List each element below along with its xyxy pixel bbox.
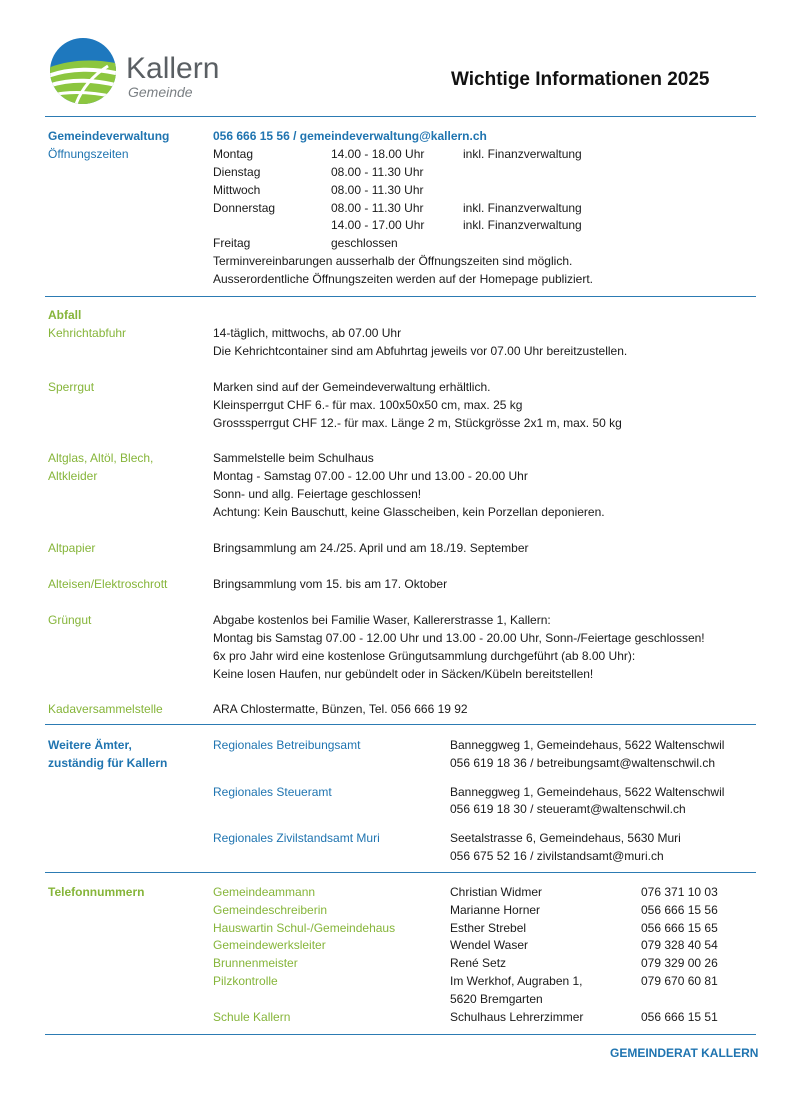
sperrgut-text: Kleinsperrgut CHF 6.- für max. 100x50x50 cm, max. 25 kg [213,398,523,412]
hours-day: Dienstag [213,165,261,179]
phone-person: Esther Strebel [450,921,527,935]
divider [45,296,756,297]
footer-signature: GEMEINDERAT KALLERN [610,1046,759,1060]
verwaltung-note: Ausserordentliche Öffnungszeiten werden auf der Homepage publiziert. [213,272,594,286]
kadaver-label: Kadaversammelstelle [48,702,163,716]
verwaltung-contact: 056 666 15 56 / gemeindeverwaltung@kallern.ch [213,129,487,143]
hours-time: 14.00 - 17.00 Uhr [331,218,425,232]
phone-role: Hauswartin Schul-/Gemeindehaus [213,921,396,935]
verwaltung-note: Terminvereinbarungen ausserhalb der Öffnungszeiten sind möglich. [213,254,573,268]
altglas-text: Sammelstelle beim Schulhaus [213,451,374,465]
hours-note: inkl. Finanzverwaltung [463,147,582,161]
logo [48,38,228,108]
amt-contact: 056 619 18 30 / steueramt@waltenschwil.ch [450,802,686,816]
alteisen-text: Bringsammlung vom 15. bis am 17. Oktober [213,577,448,591]
sperrgut-text: Grosssperrgut CHF 12.- für max. Länge 2 m, Stückgrösse 2x1 m, max. 50 kg [213,416,622,430]
phone-number: 056 666 15 51 [641,1010,718,1024]
alteisen-label: Alteisen/Elektroschrott [48,577,168,591]
phone-person: Marianne Horner [450,903,541,917]
hours-time: geschlossen [331,236,398,250]
kadaver-text: ARA Chlostermatte, Bünzen, Tel. 056 666 19 92 [213,702,468,716]
gruengut-text: 6x pro Jahr wird eine kostenlose Grüngutsammlung durchgeführt (ab 8.00 Uhr): [213,649,636,663]
hours-day: Montag [213,147,254,161]
phone-number: 079 329 00 26 [641,956,718,970]
kehricht-text: Die Kehrichtcontainer sind am Abfuhrtag jeweils vor 07.00 Uhr bereitzustellen. [213,344,628,358]
altglas-text: Achtung: Kein Bauschutt, keine Glasscheiben, kein Porzellan deponieren. [213,505,605,519]
phone-person: Christian Widmer [450,885,543,899]
kehricht-label: Kehrichtabfuhr [48,326,127,340]
phone-person: Wendel Waser [450,938,529,952]
phone-role: Gemeindewerksleiter [213,938,326,952]
logo-subtitle: Gemeinde [128,84,193,100]
hours-day: Mittwoch [213,183,261,197]
altpapier-label: Altpapier [48,541,96,555]
section-heading-abfall: Abfall [48,308,82,322]
altglas-label: Altglas, Altöl, Blech, [48,451,154,465]
sperrgut-label: Sperrgut [48,380,95,394]
gruengut-label: Grüngut [48,613,92,627]
section-heading-verwaltung: Gemeindeverwaltung [48,129,170,143]
logo-name: Kallern [126,52,220,85]
gruengut-text: Montag bis Samstag 07.00 - 12.00 Uhr und 13.00 - 20.00 Uhr, Sonn-/Feiertage geschlossen! [213,631,705,645]
sperrgut-text: Marken sind auf der Gemeindeverwaltung erhältlich. [213,380,491,394]
altglas-text: Sonn- und allg. Feiertage geschlossen! [213,487,422,501]
hours-time: 08.00 - 11.30 Uhr [331,201,424,215]
hours-time: 14.00 - 18.00 Uhr [331,147,425,161]
phone-role: Gemeindeschreiberin [213,903,328,917]
hours-day: Freitag [213,236,251,250]
phone-person: Im Werkhof, Augraben 1, [450,974,583,988]
altglas-label: Altkleider [48,469,98,483]
phone-number: 079 328 40 54 [641,938,718,952]
divider [45,1034,756,1035]
divider [45,724,756,725]
phone-number: 056 666 15 56 [641,903,718,917]
kehricht-text: 14-täglich, mittwochs, ab 07.00 Uhr [213,326,402,340]
amt-name: Regionales Steueramt [213,785,332,799]
oeffnungszeiten-label: Öffnungszeiten [48,147,129,161]
page-title: Wichtige Informationen 2025 [451,69,710,90]
amt-contact: 056 619 18 36 / betreibungsamt@waltenschwil.ch [450,756,716,770]
amt-name: Regionales Betreibungsamt [213,738,361,752]
logo-emblem-icon [48,38,120,104]
phone-role: Schule Kallern [213,1010,291,1024]
phone-number: 076 371 10 03 [641,885,718,899]
divider [45,872,756,873]
section-heading-aemter: Weitere Ämter, [48,738,132,752]
gruengut-text: Keine losen Haufen, nur gebündelt oder in Säcken/Kübeln bereitstellen! [213,667,594,681]
section-heading-telefon: Telefonnummern [48,885,145,899]
amt-name: Regionales Zivilstandsamt Muri [213,831,380,845]
amt-address: Banneggweg 1, Gemeindehaus, 5622 Waltenschwil [450,785,725,799]
hours-time: 08.00 - 11.30 Uhr [331,165,424,179]
phone-person: René Setz [450,956,507,970]
hours-note: inkl. Finanzverwaltung [463,201,582,215]
hours-day: Donnerstag [213,201,276,215]
section-heading-aemter: zuständig für Kallern [48,756,168,770]
phone-role: Brunnenmeister [213,956,298,970]
hours-note: inkl. Finanzverwaltung [463,218,582,232]
phone-person: Schulhaus Lehrerzimmer [450,1010,584,1024]
amt-contact: 056 675 52 16 / zivilstandsamt@muri.ch [450,849,664,863]
altglas-text: Montag - Samstag 07.00 - 12.00 Uhr und 13.00 - 20.00 Uhr [213,469,528,483]
altpapier-text: Bringsammlung am 24./25. April und am 18./19. September [213,541,529,555]
phone-person: 5620 Bremgarten [450,992,543,1006]
phone-number: 056 666 15 65 [641,921,718,935]
amt-address: Seetalstrasse 6, Gemeindehaus, 5630 Muri [450,831,681,845]
phone-role: Gemeindeammann [213,885,316,899]
gruengut-text: Abgabe kostenlos bei Familie Waser, Kallererstrasse 1, Kallern: [213,613,551,627]
phone-number: 079 670 60 81 [641,974,718,988]
hours-time: 08.00 - 11.30 Uhr [331,183,424,197]
phone-role: Pilzkontrolle [213,974,278,988]
divider [45,116,756,117]
amt-address: Banneggweg 1, Gemeindehaus, 5622 Waltenschwil [450,738,725,752]
